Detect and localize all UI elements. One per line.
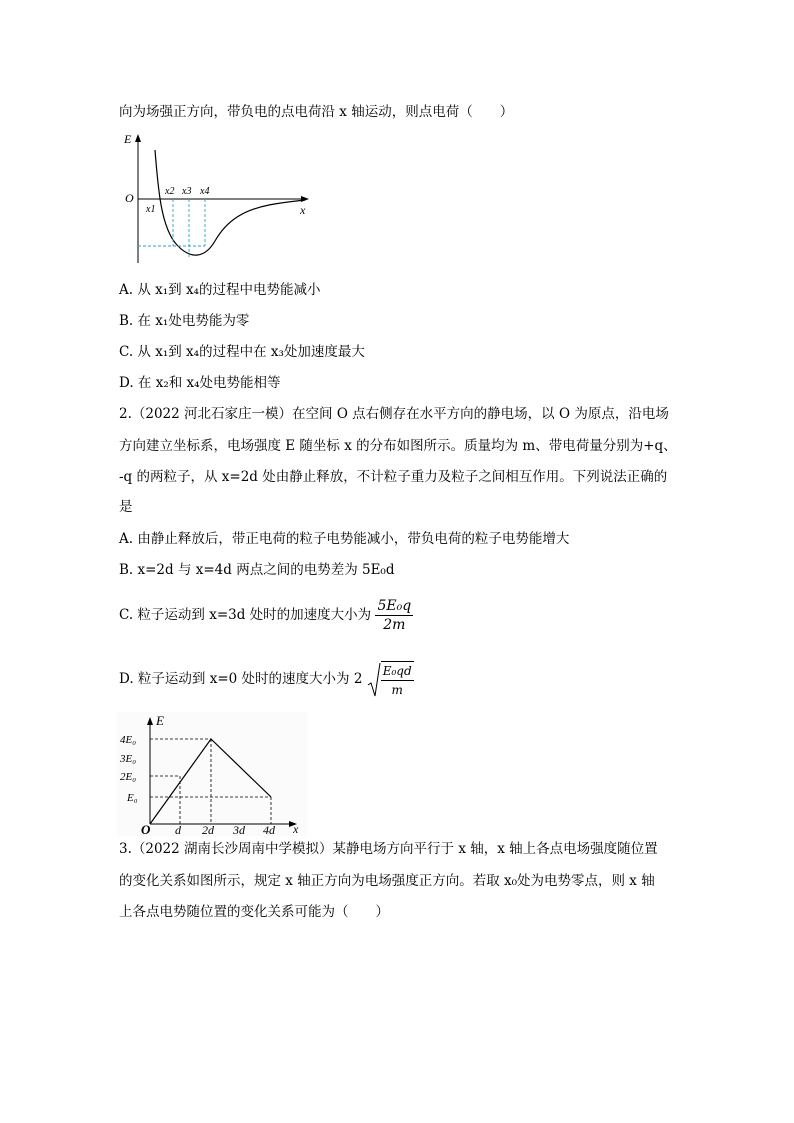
q2-xtick-3d: 3d <box>233 823 245 836</box>
q2-ytick-e0: E₀ <box>127 792 138 804</box>
q2-y-label: E <box>156 713 164 728</box>
q2-option-d-denominator: m <box>391 682 403 697</box>
q2-origin-label: O <box>141 822 151 836</box>
q1-origin-label: O <box>125 191 134 205</box>
q1-option-a: A. 从 x₁到 x₄的过程中电势能减小 <box>119 282 321 298</box>
q2-ytick-3e0: 3E₀ <box>120 753 137 765</box>
q2-option-c-numerator: 5E₀q <box>377 598 412 614</box>
q3-stem-line-3: 上各点电势随位置的变化关系可能为（ ） <box>119 904 389 920</box>
q2-stem-line-3: -q 的两粒子，从 x=2d 处由静止释放，不计粒子重力及粒子之间相互作用。下列说法正确的 <box>119 469 668 485</box>
q1-x2-label: x2 <box>165 186 175 197</box>
q2-option-b: B. x=2d 与 x=4d 两点之间的电势差为 5E₀d <box>119 562 395 578</box>
q2-xtick-d: d <box>175 823 181 836</box>
q1-figure <box>119 128 319 268</box>
q1-option-b: B. 在 x₁处电势能为零 <box>119 313 250 329</box>
q3-stem-line-1: 3.（2022 湖南长沙周南中学模拟）某静电场方向平行于 x 轴，x 轴上各点电场强度随位置 <box>119 841 658 857</box>
q1-option-c: C. 从 x₁到 x₄的过程中在 x₃处加速度最大 <box>119 344 365 360</box>
q2-xtick-4d: 4d <box>263 823 275 836</box>
q2-option-d-text: D. 粒子运动到 x=0 处时的速度大小为 2 <box>119 671 363 687</box>
q2-stem-line-2: 方向建立坐标系，电场强度 E 随坐标 x 的分布如图所示。质量均为 m、带电荷量分别为+q、 <box>119 438 677 454</box>
q2-x-label: x <box>293 822 299 836</box>
q1-y-arrow <box>135 134 141 142</box>
q2-option-a: A. 由静止释放后，带正电荷的粒子电势能减小，带负电荷的粒子电势能增大 <box>119 531 570 547</box>
sqrt-sign-icon <box>367 661 381 699</box>
q1-x3-label: x3 <box>182 186 192 197</box>
q2-xtick-2d: 2d <box>202 823 214 836</box>
q2-figure <box>117 712 307 836</box>
q2-option-c-denominator: 2m <box>383 617 406 633</box>
q1-option-d: D. 在 x₂和 x₄处电势能相等 <box>119 375 281 391</box>
q2-ytick-2e0: 2E₀ <box>120 771 137 783</box>
q2-ytick-4e0: 4E₀ <box>120 734 137 746</box>
q1-curve <box>155 150 305 255</box>
q2-option-c <box>119 597 413 634</box>
q2-option-c-text: C. 粒子运动到 x=3d 处时的加速度大小为 <box>119 607 372 623</box>
q2-stem-line-4: 是 <box>119 499 133 515</box>
q1-stem: 向为场强正方向，带负电的点电荷沿 x 轴运动，则点电荷（ ） <box>119 104 514 120</box>
q1-x-arrow <box>301 196 309 202</box>
q1-y-label: E <box>124 132 132 146</box>
q2-option-d-fraction <box>381 661 414 699</box>
q1-x1-label: x1 <box>146 204 156 215</box>
q1-x4-label: x4 <box>200 186 210 197</box>
q2-option-c-fraction <box>375 597 413 634</box>
q2-stem-line-1: 2.（2022 河北石家庄一模）在空间 O 点右侧存在水平方向的静电场，以 O 为原点，沿电场 <box>119 406 669 422</box>
q2-option-d-numerator: E₀qd <box>381 662 414 681</box>
q3-stem-line-2: 的变化关系如图所示，规定 x 轴正方向为电场强度正方向。若取 x₀处为电势零点，则 x 轴 <box>119 873 655 889</box>
q1-x-label: x <box>300 203 306 217</box>
q2-option-d <box>119 659 414 699</box>
